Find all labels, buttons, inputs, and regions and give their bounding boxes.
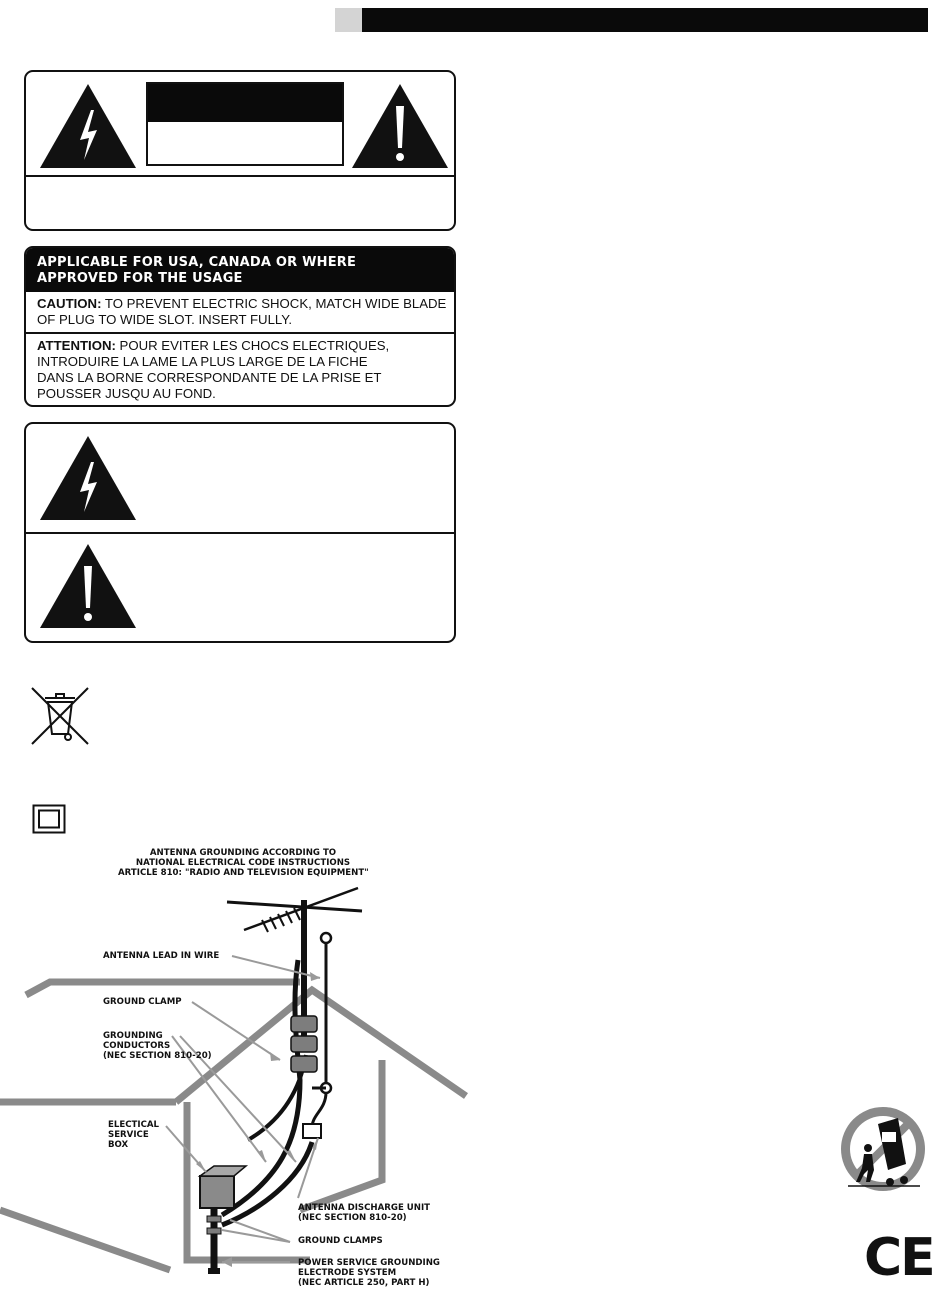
label-grounding-conductors <box>103 1031 212 1061</box>
header-grey-tab <box>335 8 362 32</box>
cart-tip-over-icon <box>838 1104 928 1194</box>
usa-heading-line1: APPLICABLE FOR USA, CANADA OR WHERE <box>37 255 357 270</box>
header-black-bar <box>362 8 928 32</box>
grounding-line2: CONDUCTORS <box>103 1041 171 1051</box>
attention-line3: DANS LA BORNE CORRESPONDANTE DE LA PRISE ET <box>37 370 382 385</box>
label-ground-clamp: GROUND CLAMP <box>103 997 182 1007</box>
caution-line2: OF PLUG TO WIDE SLOT. INSERT FULLY. <box>37 312 293 327</box>
panel-divider <box>26 532 454 534</box>
ce-mark-icon: CE <box>864 1228 934 1288</box>
diagram-title-line3: ARTICLE 810: "RADIO AND TELEVISION EQUIPMENT" <box>118 868 369 878</box>
label-service-box <box>108 1120 159 1150</box>
symbol-explanation-panel <box>24 422 456 643</box>
power-line3: (NEC ARTICLE 250, PART H) <box>298 1278 430 1288</box>
power-line1: POWER SERVICE GROUNDING <box>298 1258 440 1268</box>
exclamation-warning-icon <box>348 80 452 172</box>
label-discharge-unit <box>298 1203 430 1223</box>
caution-label: CAUTION: <box>37 296 102 311</box>
antenna-grounding-diagram <box>0 880 470 1301</box>
attention-text <box>37 338 452 402</box>
grounding-line3: (NEC SECTION 810-20) <box>103 1051 212 1061</box>
caution-label-black-band <box>148 84 342 122</box>
diagram-title-line1: ANTENNA GROUNDING ACCORDING TO <box>149 848 337 858</box>
power-line2: ELECTRODE SYSTEM <box>298 1268 397 1278</box>
grounding-line1: GROUNDING <box>103 1031 163 1041</box>
label-ground-clamps: GROUND CLAMPS <box>298 1236 383 1246</box>
attention-line1: POUR EVITER LES CHOCS ELECTRIQUES, <box>115 338 390 353</box>
panel-divider <box>26 175 454 177</box>
discharge-line1: ANTENNA DISCHARGE UNIT <box>298 1203 431 1213</box>
double-insulation-icon <box>32 804 66 834</box>
lightning-warning-icon <box>36 432 140 524</box>
discharge-line2: (NEC SECTION 810-20) <box>298 1213 407 1223</box>
diagram-title-line2: NATIONAL ELECTRICAL CODE INSTRUCTIONS <box>135 858 351 868</box>
service-line1: ELECTICAL <box>108 1120 160 1130</box>
usa-heading-line2: APPROVED FOR THE USAGE <box>37 271 243 286</box>
caution-line1: TO PREVENT ELECTRIC SHOCK, MATCH WIDE BLADE <box>101 296 447 311</box>
attention-label: ATTENTION: <box>37 338 116 353</box>
exclamation-warning-icon <box>36 540 140 632</box>
label-lead-in-wire: ANTENNA LEAD IN WIRE <box>103 951 220 961</box>
plug-caution-panel <box>24 246 456 407</box>
usa-heading <box>26 248 454 292</box>
service-line3: BOX <box>108 1140 129 1150</box>
lightning-warning-icon <box>36 80 140 172</box>
service-line2: SERVICE <box>108 1130 149 1140</box>
diagram-title <box>118 848 368 878</box>
label-power-service <box>298 1258 440 1288</box>
attention-line4: POUSSER JUSQU AU FOND. <box>37 386 216 401</box>
caution-label-panel <box>24 70 456 231</box>
attention-line2: INTRODUIRE LA LAME LA PLUS LARGE DE LA FICHE <box>37 354 368 369</box>
caution-label-box <box>146 82 344 166</box>
panel-divider <box>26 332 454 334</box>
caution-text <box>37 296 452 328</box>
crossed-bin-icon <box>28 684 92 748</box>
